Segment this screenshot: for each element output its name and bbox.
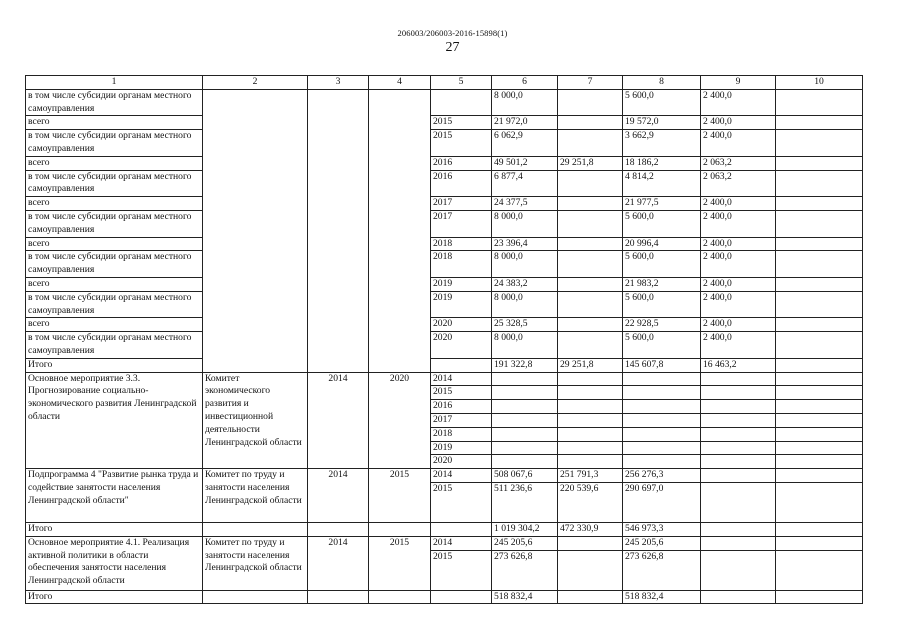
row-description: в том числе субсидии органам местного самоуправления	[26, 291, 203, 318]
value-v10	[776, 277, 863, 291]
year-cell: 2016	[431, 156, 492, 170]
empty-cell	[369, 590, 431, 604]
value-v7	[558, 413, 623, 427]
value-v10	[776, 522, 863, 536]
value-v10	[776, 358, 863, 372]
value-v10	[776, 89, 863, 116]
year-cell: 2015	[431, 130, 492, 157]
value-v10	[776, 237, 863, 251]
value-v7	[558, 400, 623, 414]
year-cell: 2016	[431, 170, 492, 197]
start-year-cell: 2014	[308, 469, 369, 523]
value-v9	[701, 427, 776, 441]
empty-cell	[308, 522, 369, 536]
empty-cell	[431, 522, 492, 536]
value-v10	[776, 156, 863, 170]
total-v7	[558, 590, 623, 604]
table-row	[26, 89, 863, 116]
table-row	[26, 372, 863, 386]
value-v10	[776, 590, 863, 604]
value-v8	[623, 372, 701, 386]
value-v8	[623, 455, 701, 469]
year-cell	[431, 358, 492, 372]
value-v8: 290 697,0	[623, 482, 701, 522]
total-label: Итого	[26, 590, 203, 604]
value-v7	[558, 318, 623, 332]
value-v9: 2 400,0	[701, 197, 776, 211]
value-v7	[558, 210, 623, 237]
row-description: в том числе субсидии органам местного самоуправления	[26, 170, 203, 197]
year-cell: 2014	[431, 536, 492, 550]
table-row	[26, 291, 863, 318]
value-v7	[558, 277, 623, 291]
total-v7: 472 330,9	[558, 522, 623, 536]
total-v9: 16 463,2	[701, 358, 776, 372]
table-body	[26, 76, 863, 604]
row-description: в том числе субсидии органам местного самоуправления	[26, 210, 203, 237]
end-year-cell	[369, 89, 431, 372]
measure-name: Основное мероприятие 4.1. Реализация активной политики в области обеспечения занятости населения Ленинградской области	[26, 536, 203, 590]
row-description: в том числе субсидии органам местного самоуправления	[26, 251, 203, 278]
value-v10	[776, 210, 863, 237]
end-year-cell: 2020	[369, 372, 431, 469]
column-header-3: 3	[308, 76, 369, 90]
table-row	[26, 237, 863, 251]
value-v8	[623, 400, 701, 414]
measure-name: Основное мероприятие 3.3. Прогнозирование социально-экономического развития Ленинградской области	[26, 372, 203, 469]
column-header-10: 10	[776, 76, 863, 90]
total-v6: 1 019 304,2	[492, 522, 558, 536]
value-v10	[776, 482, 863, 522]
value-v7	[558, 251, 623, 278]
value-v8	[623, 441, 701, 455]
row-description: всего	[26, 197, 203, 211]
value-v6	[492, 372, 558, 386]
budget-table	[25, 75, 863, 604]
column-header-2: 2	[203, 76, 308, 90]
year-cell: 2019	[431, 291, 492, 318]
row-description: всего	[26, 237, 203, 251]
year-cell	[431, 89, 492, 116]
value-v6: 8 000,0	[492, 210, 558, 237]
value-v6: 25 328,5	[492, 318, 558, 332]
value-v10	[776, 455, 863, 469]
year-cell: 2014	[431, 469, 492, 483]
value-v7	[558, 237, 623, 251]
empty-cell	[203, 590, 308, 604]
measure-name: Подпрограмма 4 "Развитие рынка труда и содействие занятости населения Ленинградской области"	[26, 469, 203, 523]
column-header-9: 9	[701, 76, 776, 90]
value-v7	[558, 427, 623, 441]
value-v8: 5 600,0	[623, 251, 701, 278]
empty-cell	[203, 522, 308, 536]
value-v7: 220 539,6	[558, 482, 623, 522]
end-year-cell: 2015	[369, 469, 431, 523]
value-v6	[492, 455, 558, 469]
year-cell: 2014	[431, 372, 492, 386]
value-v6: 24 383,2	[492, 277, 558, 291]
value-v9: 2 400,0	[701, 332, 776, 359]
total-label: Итого	[26, 358, 203, 372]
table-row	[26, 277, 863, 291]
value-v7	[558, 386, 623, 400]
value-v9: 2 400,0	[701, 116, 776, 130]
table-row	[26, 197, 863, 211]
value-v7	[558, 291, 623, 318]
value-v7: 29 251,8	[558, 156, 623, 170]
value-v9: 2 063,2	[701, 156, 776, 170]
value-v8: 5 600,0	[623, 332, 701, 359]
value-v6: 21 972,0	[492, 116, 558, 130]
value-v6: 24 377,5	[492, 197, 558, 211]
row-description: всего	[26, 156, 203, 170]
value-v9	[701, 400, 776, 414]
table-row	[26, 536, 863, 550]
year-cell: 2017	[431, 197, 492, 211]
row-description: всего	[26, 318, 203, 332]
value-v9	[701, 536, 776, 550]
value-v8: 5 600,0	[623, 210, 701, 237]
table-row	[26, 116, 863, 130]
value-v7	[558, 441, 623, 455]
start-year-cell: 2014	[308, 536, 369, 590]
value-v6	[492, 441, 558, 455]
value-v10	[776, 291, 863, 318]
value-v8: 22 928,5	[623, 318, 701, 332]
value-v9: 2 400,0	[701, 277, 776, 291]
year-cell: 2020	[431, 332, 492, 359]
value-v9: 2 063,2	[701, 170, 776, 197]
year-cell: 2020	[431, 318, 492, 332]
value-v7	[558, 197, 623, 211]
total-v8: 145 607,8	[623, 358, 701, 372]
row-description: в том числе субсидии органам местного самоуправления	[26, 130, 203, 157]
end-year-cell: 2015	[369, 536, 431, 590]
value-v6: 8 000,0	[492, 332, 558, 359]
page-number: 27	[445, 40, 460, 55]
year-cell: 2019	[431, 441, 492, 455]
total-v7: 29 251,8	[558, 358, 623, 372]
value-v10	[776, 427, 863, 441]
total-v6: 191 322,8	[492, 358, 558, 372]
value-v10	[776, 386, 863, 400]
value-v8: 4 814,2	[623, 170, 701, 197]
value-v10	[776, 116, 863, 130]
empty-cell	[431, 590, 492, 604]
value-v10	[776, 251, 863, 278]
value-v10	[776, 318, 863, 332]
column-header-5: 5	[431, 76, 492, 90]
value-v10	[776, 413, 863, 427]
value-v6: 273 626,8	[492, 550, 558, 590]
value-v9: 2 400,0	[701, 318, 776, 332]
value-v9: 2 400,0	[701, 237, 776, 251]
value-v8: 3 662,9	[623, 130, 701, 157]
value-v8: 273 626,8	[623, 550, 701, 590]
value-v10	[776, 469, 863, 483]
value-v9: 2 400,0	[701, 130, 776, 157]
empty-cell	[369, 522, 431, 536]
value-v6: 8 000,0	[492, 251, 558, 278]
value-v6	[492, 427, 558, 441]
total-row	[26, 590, 863, 604]
value-v6: 49 501,2	[492, 156, 558, 170]
executor-cell: Комитет экономического развития и инвестиционной деятельности Ленинградской области	[203, 372, 308, 469]
value-v10	[776, 536, 863, 550]
value-v10	[776, 170, 863, 197]
value-v7	[558, 89, 623, 116]
value-v10	[776, 400, 863, 414]
value-v7	[558, 536, 623, 550]
executor-cell: Комитет по труду и занятости населения Ленинградской области	[203, 536, 308, 590]
year-cell: 2017	[431, 413, 492, 427]
value-v6: 6 062,9	[492, 130, 558, 157]
value-v9	[701, 372, 776, 386]
total-v6: 518 832,4	[492, 590, 558, 604]
executor-cell	[203, 89, 308, 372]
value-v6: 511 236,6	[492, 482, 558, 522]
value-v7	[558, 130, 623, 157]
year-cell: 2015	[431, 386, 492, 400]
total-row	[26, 358, 863, 372]
value-v10	[776, 550, 863, 590]
value-v9	[701, 522, 776, 536]
value-v7	[558, 455, 623, 469]
value-v8: 20 996,4	[623, 237, 701, 251]
total-v8: 546 973,3	[623, 522, 701, 536]
value-v9	[701, 441, 776, 455]
total-row	[26, 522, 863, 536]
value-v7	[558, 116, 623, 130]
value-v6: 8 000,0	[492, 291, 558, 318]
table-row	[26, 170, 863, 197]
value-v8: 256 276,3	[623, 469, 701, 483]
year-cell: 2015	[431, 550, 492, 590]
value-v9	[701, 590, 776, 604]
row-description: всего	[26, 277, 203, 291]
total-v8: 518 832,4	[623, 590, 701, 604]
value-v6: 23 396,4	[492, 237, 558, 251]
value-v7: 251 791,3	[558, 469, 623, 483]
row-description: в том числе субсидии органам местного самоуправления	[26, 89, 203, 116]
table-row	[26, 332, 863, 359]
value-v6	[492, 400, 558, 414]
table-row	[26, 156, 863, 170]
value-v9: 2 400,0	[701, 89, 776, 116]
column-header-4: 4	[369, 76, 431, 90]
year-cell: 2017	[431, 210, 492, 237]
value-v9	[701, 469, 776, 483]
value-v8	[623, 427, 701, 441]
value-v9: 2 400,0	[701, 251, 776, 278]
value-v9	[701, 550, 776, 590]
year-cell: 2015	[431, 482, 492, 522]
value-v8	[623, 413, 701, 427]
column-header-1: 1	[26, 76, 203, 90]
value-v6	[492, 413, 558, 427]
value-v6: 245 205,6	[492, 536, 558, 550]
value-v8: 245 205,6	[623, 536, 701, 550]
value-v6: 6 877,4	[492, 170, 558, 197]
column-header-6: 6	[492, 76, 558, 90]
value-v10	[776, 372, 863, 386]
value-v10	[776, 197, 863, 211]
year-cell: 2019	[431, 277, 492, 291]
value-v6: 508 067,6	[492, 469, 558, 483]
start-year-cell	[308, 89, 369, 372]
value-v6	[492, 386, 558, 400]
table-row	[26, 469, 863, 483]
value-v8: 18 186,2	[623, 156, 701, 170]
total-label: Итого	[26, 522, 203, 536]
table-row	[26, 251, 863, 278]
table-row	[26, 210, 863, 237]
value-v9	[701, 455, 776, 469]
row-description: всего	[26, 116, 203, 130]
value-v8: 21 977,5	[623, 197, 701, 211]
value-v10	[776, 130, 863, 157]
value-v9	[701, 386, 776, 400]
value-v9	[701, 413, 776, 427]
empty-cell	[308, 590, 369, 604]
executor-cell: Комитет по труду и занятости населения Ленинградской области	[203, 469, 308, 523]
value-v8: 21 983,2	[623, 277, 701, 291]
value-v9: 2 400,0	[701, 291, 776, 318]
column-header-row	[26, 76, 863, 90]
year-cell: 2018	[431, 427, 492, 441]
value-v8	[623, 386, 701, 400]
value-v8: 5 600,0	[623, 89, 701, 116]
value-v10	[776, 441, 863, 455]
value-v7	[558, 372, 623, 386]
start-year-cell: 2014	[308, 372, 369, 469]
column-header-8: 8	[623, 76, 701, 90]
value-v7	[558, 170, 623, 197]
value-v6: 8 000,0	[492, 89, 558, 116]
year-cell: 2020	[431, 455, 492, 469]
year-cell: 2015	[431, 116, 492, 130]
value-v7	[558, 332, 623, 359]
value-v9: 2 400,0	[701, 210, 776, 237]
value-v7	[558, 550, 623, 590]
value-v8: 19 572,0	[623, 116, 701, 130]
table-row	[26, 318, 863, 332]
value-v10	[776, 332, 863, 359]
document-id: 206003/206003-2016-15898(1)	[397, 28, 508, 38]
row-description: в том числе субсидии органам местного самоуправления	[26, 332, 203, 359]
column-header-7: 7	[558, 76, 623, 90]
value-v9	[701, 482, 776, 522]
year-cell: 2018	[431, 251, 492, 278]
year-cell: 2016	[431, 400, 492, 414]
table-row	[26, 130, 863, 157]
value-v8: 5 600,0	[623, 291, 701, 318]
year-cell: 2018	[431, 237, 492, 251]
